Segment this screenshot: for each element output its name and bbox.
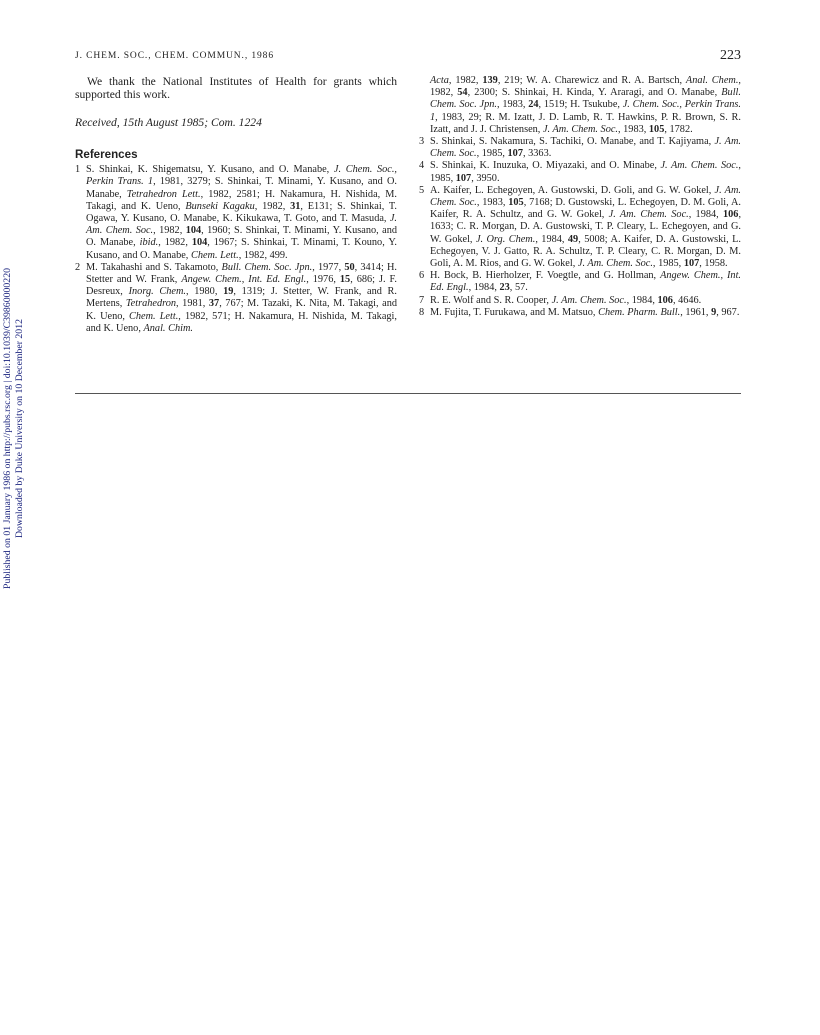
reference-number: 8: [419, 306, 425, 318]
reference-text: R. E. Wolf and S. R. Cooper, J. Am. Chem. Soc., 1984, 106, 4646.: [430, 294, 702, 306]
reference-text: S. Shinkai, K. Shigematsu, Y. Kusano, and O. Manabe, J. Chem. Soc., Perkin Trans. 1, 1981, 3279; S. Shinkai, T. Minami, Y. Kusano, and O. Manabe, Tetrahedron Lett., 1982, 2581; H. Nakamura, H. Nishida, M. Takagi, and K. Ueno, Bunseki Kagaku, 1982, 31, E131; S. Shinkai, T. Ogawa, Y. Kusano, O. Manabe, K. Kikukawa, T. Goto, and T. Masuda, J. Am. Chem. Soc., 1982, 104, 1960; S. Shinkai, T. Minami, Y. Kusano, and O. Manabe, ibid., 1982, 104, 1967; S. Shinkai, T. Minami, T. Kouno, Y. Kusano, and O. Manabe, Chem. Lett., 1982, 499.: [86, 164, 398, 261]
reference-item-continuation: [419, 75, 741, 136]
reference-list-left: [75, 164, 397, 335]
reference-number: 7: [419, 294, 425, 306]
page-number: 223: [720, 48, 741, 63]
reference-number: 2: [75, 261, 81, 273]
reference-item: [419, 295, 741, 307]
reference-text: M. Takahashi and S. Takamoto, Bull. Chem. Soc. Jpn., 1977, 50, 3414; H. Stetter and W. Frank, Angew. Chem., Int. Ed. Engl., 1976, 15, 686; J. F. Desreux, Inorg. Chem., 1980, 19, 1319; J. Stetter, W. Frank, and R. Mertens, Tetrahedron, 1981, 37, 767; M. Tazaki, K. Nita, M. Takagi, and K. Ueno, Chem. Lett., 1982, 571; H. Nakamura, H. Nishida, M. Takagi, and K. Ueno, Anal. Chim.: [86, 261, 398, 334]
running-header: [75, 48, 741, 66]
reference-item: [419, 160, 741, 184]
reference-number: 1: [75, 164, 81, 176]
references-heading: References: [75, 148, 138, 161]
right-column: [419, 75, 741, 319]
reference-number: 5: [419, 184, 425, 196]
download-note: Downloaded by Duke University on 10 December 2012: [13, 318, 25, 539]
acknowledgement: We thank the National Institutes of Health for grants which supported this work.: [75, 75, 397, 101]
reference-text: S. Shinkai, S. Nakamura, S. Tachiki, O. Manabe, and T. Kajiyama, J. Am. Chem. Soc., 1985, 107, 3363.: [430, 136, 741, 160]
publication-note: Published on 01 January 1986 on http://pubs.rsc.org | doi:10.1039/C39860000220: [2, 268, 13, 589]
reference-item: [419, 270, 741, 294]
page-divider-rule: [75, 393, 741, 394]
reference-number: 6: [419, 270, 425, 282]
reference-number: 3: [419, 136, 425, 148]
reference-text: M. Fujita, T. Furukawa, and M. Matsuo, Chem. Pharm. Bull., 1961, 9, 967.: [430, 306, 740, 318]
reference-item: [75, 262, 397, 335]
reference-item: [75, 164, 397, 262]
reference-text: S. Shinkai, K. Inuzuka, O. Miyazaki, and O. Minabe, J. Am. Chem. Soc., 1985, 107, 3950.: [430, 160, 741, 184]
margin-provenance-note: [2, 251, 25, 606]
received-date: Received, 15th August 1985; Com. 1224: [75, 116, 262, 129]
reference-text: A. Kaifer, L. Echegoyen, A. Gustowski, D. Goli, and G. W. Gokel, J. Am. Chem. Soc., 1983, 105, 7168; D. Gustowski, L. Echegoyen, D. M. Goli, A. Kaifer, R. A. Schultz, and G. W. Gokel, J. Am. Chem. Soc., 1984, 106, 1633; C. R. Morgan, D. A. Gustowski, T. P. Cleary, L. Echegoyen, and G. W. Gokel, J. Org. Chem., 1984, 49, 5008; A. Kaifer, D. A. Gustowski, L. Echegoyen, V. J. Gatto, R. A. Schultz, T. P. Cleary, C. R. Morgan, D. M. Goli, A. M. Rios, and G. W. Gokel, J. Am. Chem. Soc., 1985, 107, 1958.: [430, 184, 742, 270]
reference-item: [419, 136, 741, 160]
reference-item: [419, 185, 741, 270]
journal-running-head: J. CHEM. SOC., CHEM. COMMUN., 1986: [75, 51, 274, 61]
reference-text-continued: Acta, 1982, 139, 219; W. A. Charewicz and R. A. Bartsch, Anal. Chem., 1982, 54, 2300; S. Shinkai, H. Kinda, Y. Araragi, and O. Manabe, Bull. Chem. Soc. Jpn., 1983, 24, 1519; H. Tsukube, J. Chem. Soc., Perkin Trans. 1, 1983, 29; R. M. Izatt, J. D. Lamb, R. T. Hawkins, P. R. Brown, S. R. Izatt, and J. J. Christensen, J. Am. Chem. Soc., 1983, 105, 1782.: [430, 75, 741, 135]
left-column: [75, 75, 397, 335]
reference-item: [419, 307, 741, 319]
reference-text: H. Bock, B. Hierholzer, F. Voegtle, and G. Hollman, Angew. Chem., Int. Ed. Engl., 1984, 23, 57.: [430, 270, 742, 294]
reference-number: 4: [419, 160, 425, 172]
